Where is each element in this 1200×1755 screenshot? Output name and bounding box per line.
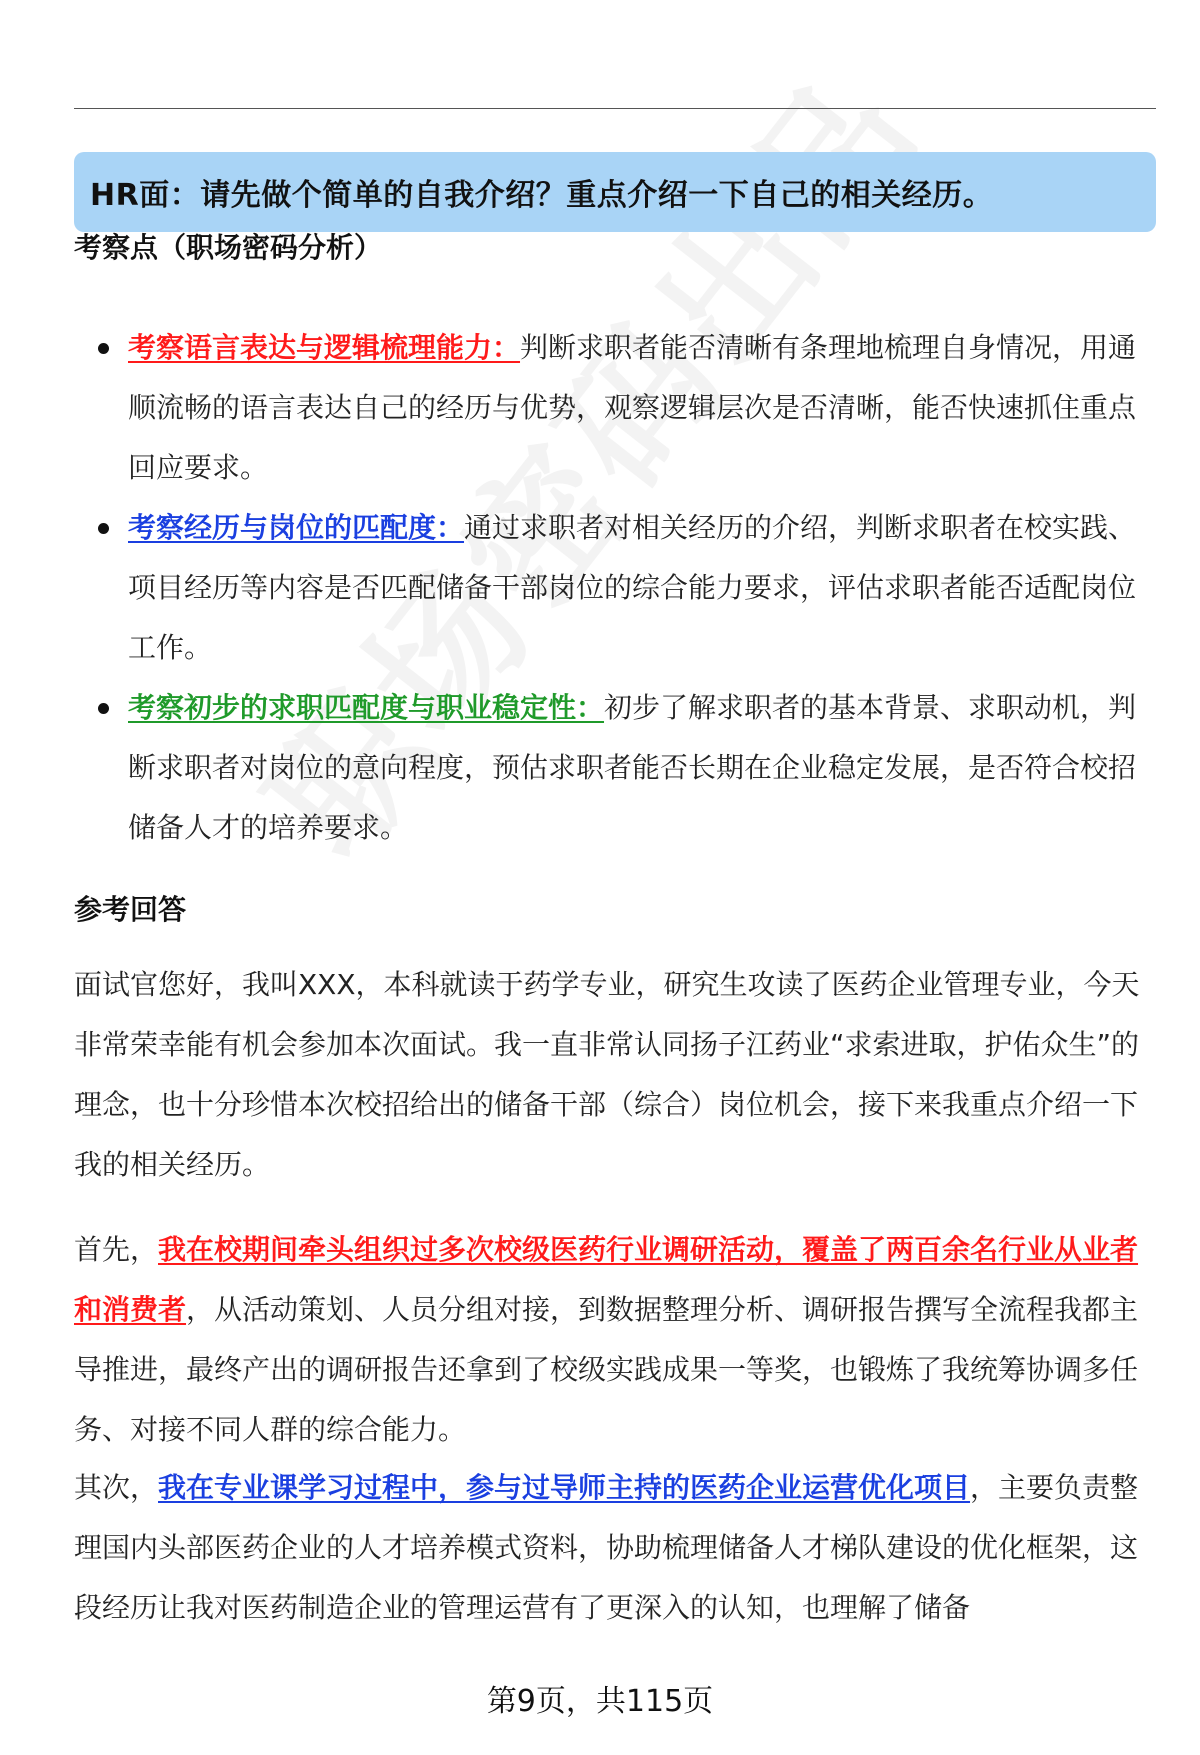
para-rest: ，主要负责整理国内头部医药企业的人才培养模式资料，协助梳理储备人才梯队建设的优化框架，这段经历让我对医药制造企业的管理运营有了更深入的认知，也理解了储备 (74, 1471, 1139, 1624)
section-title-answer: 参考回答 (74, 893, 187, 926)
para-rest: ，从活动策划、人员分组对接，到数据整理分析、调研报告撰写全流程我都主导推进，最终产出的调研报告还拿到了校级实践成果一等奖，也锻炼了我统筹协调多任务、对接不同人群的综合能力。 (74, 1293, 1139, 1446)
para-highlight: 我在校期间牵头组织过多次校级医药行业调研活动，覆盖了两百余名行业从业者和消费者 (74, 1233, 1139, 1326)
bullet-dot-icon (98, 523, 109, 534)
para-highlight: 我在专业课学习过程中，参与过导师主持的医药企业运营优化项目 (158, 1471, 971, 1504)
point-text: 判断求职者能否清晰有条理地梳理自身情况，用通顺流畅的语言表达自己的经历与优势，观察逻辑层次是否清晰，能否快速抓住重点回应要求。 (128, 331, 1137, 484)
answer-paragraph-second (74, 1458, 1156, 1638)
point-key: 考察语言表达与逻辑梳理能力： (128, 331, 521, 364)
question-text: HR面：请先做个简单的自我介绍？重点介绍一下自己的相关经历。 (90, 178, 994, 213)
question-banner (74, 152, 1156, 232)
header-divider (74, 108, 1156, 109)
point-text: 初步了解求职者的基本背景、求职动机，判断求职者对岗位的意向程度，预估求职者能否长期在企业稳定发展，是否符合校招储备人才的培养要求。 (128, 691, 1137, 844)
point-key: 考察初步的求职匹配度与职业稳定性： (128, 691, 605, 724)
bullet-dot-icon (98, 703, 109, 714)
answer-intro-paragraph: 面试官您好，我叫XXX，本科就读于药学专业，研究生攻读了医药企业管理专业，今天非常荣幸能有机会参加本次面试。我一直非常认同扬子江药业“求索进取，护佑众生”的理念，也十分珍惜本次校招给出的储备干部（综合）岗位机会，接下来我重点介绍一下我的相关经历。 (74, 968, 1140, 1181)
section-title-analysis: 考察点（职场密码分析） (74, 231, 383, 264)
para-prefix: 其次， (74, 1471, 159, 1504)
point-key: 考察经历与岗位的匹配度： (128, 511, 465, 544)
point-text: 通过求职者对相关经历的介绍，判断求职者在校实践、项目经历等内容是否匹配储备干部岗位的综合能力要求，评估求职者能否适配岗位工作。 (128, 511, 1137, 664)
bullet-dot-icon (98, 343, 109, 354)
para-prefix: 首先， (74, 1233, 159, 1266)
answer-paragraph-first (74, 1220, 1156, 1460)
analysis-point (74, 678, 1156, 858)
analysis-point (74, 318, 1156, 498)
analysis-point (74, 498, 1156, 678)
analysis-points-list (74, 318, 1156, 858)
page-number: 第9页，共115页 (486, 1684, 714, 1719)
